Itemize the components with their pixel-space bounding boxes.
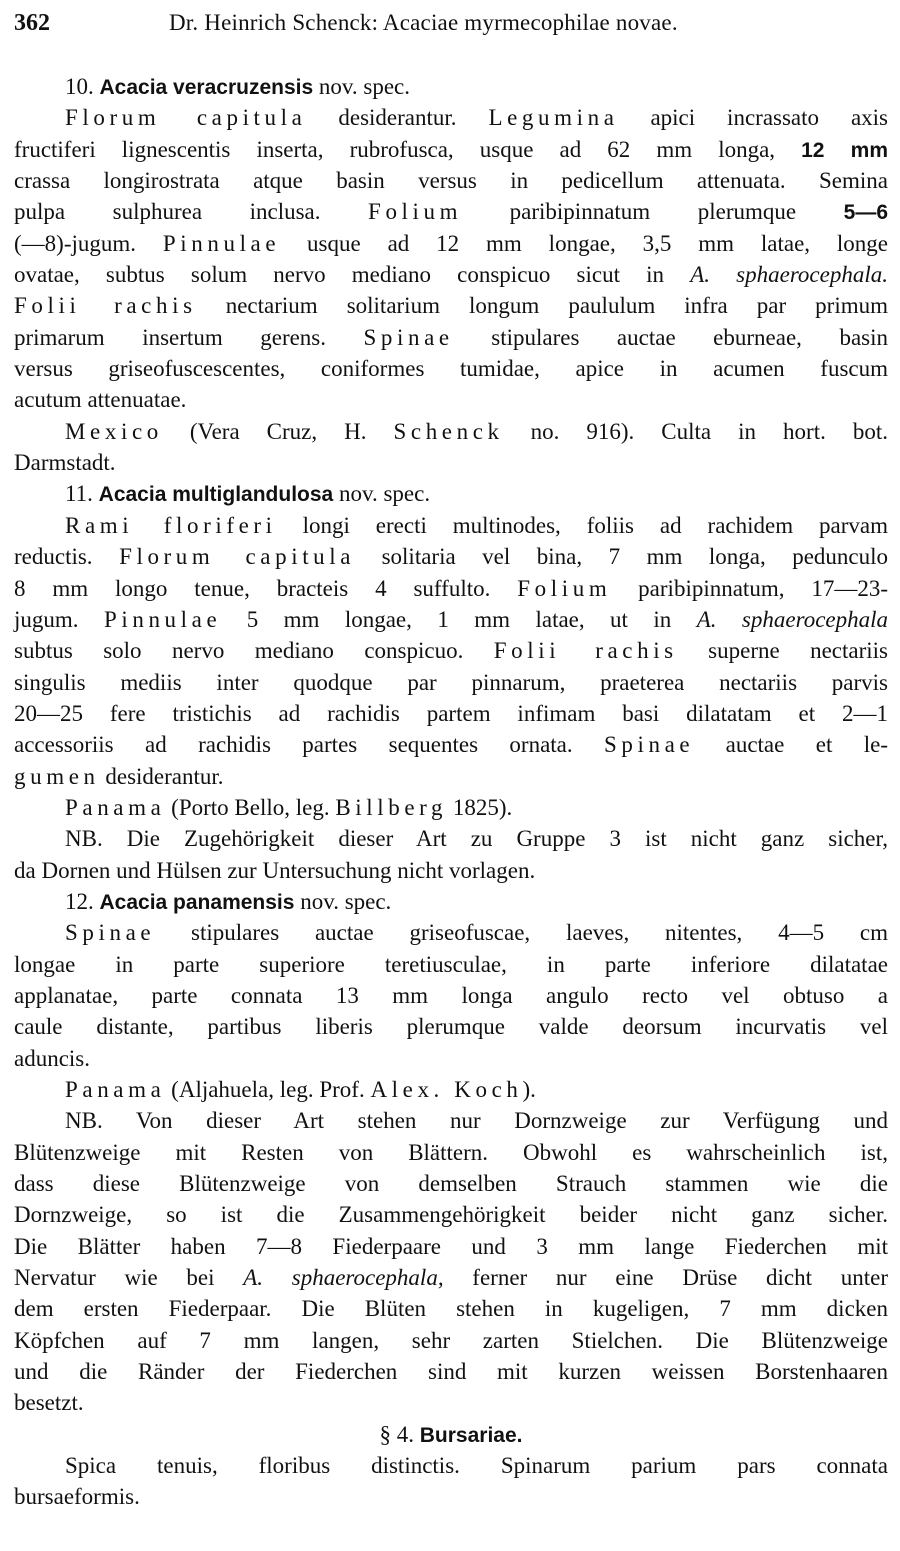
text-line (14, 322, 888, 353)
text-run: longae in parte superiore teretiusculae, in parte inferiore dilatatae (14, 951, 888, 977)
spaced-text: Spinae (363, 324, 454, 350)
text-line (14, 917, 888, 948)
text-line (14, 573, 888, 604)
text-line (14, 698, 888, 729)
species-name: Acacia veracruzensis (99, 76, 314, 99)
text-run: Spica tenuis, floribus distinctis. Spinarum parium pars connata (65, 1453, 888, 1479)
text-line (14, 228, 888, 259)
species-name: Acacia multiglandulosa (98, 483, 334, 507)
text-line (14, 1293, 888, 1324)
text-run: 20—25 fere tristichis ad rachidis partem infimam basi dilatatam et 2—1 (14, 700, 888, 726)
text-line (14, 416, 888, 447)
text-run: nov. spec. (313, 74, 411, 99)
text-run: auctae et le- (694, 732, 888, 758)
text-line (14, 761, 888, 792)
text-run: desiderantur. (306, 105, 489, 131)
text-line (14, 1450, 888, 1481)
text-run: primarum insertum gerens. (14, 324, 364, 350)
text-run: 1825). (447, 794, 513, 820)
text-line (14, 165, 888, 196)
italic-text: A. sphaerocephala (696, 606, 888, 632)
spaced-text: Rami floriferi (65, 512, 277, 538)
text-run: nov. spec. (294, 888, 392, 914)
paragraph (14, 1419, 888, 1450)
text-run: subtus solo nervo mediano conspicuo. (14, 638, 494, 664)
paragraph (14, 478, 888, 509)
text-run: pulpa sulphurea inclusa. (14, 199, 369, 225)
text-run: und die Ränder der Fiederchen sind mit kurzen weissen Borstenhaaren (14, 1359, 888, 1385)
text-line (14, 290, 888, 321)
text-run: besetzt. (14, 1390, 84, 1416)
text-run: da Dornen und Hülsen zur Untersuchung nicht vorlagen. (14, 857, 536, 883)
text-line (14, 1168, 888, 1199)
text-run: paribipinnatum plerumque (462, 199, 844, 225)
spaced-text: Mexico (65, 418, 163, 444)
text-run: acutum attenuatae. (14, 387, 187, 413)
spaced-text: Alex. Koch (370, 1077, 523, 1102)
text-run: accessoriis ad rachidis partes sequentes ornata. (14, 732, 605, 758)
text-run: versus griseofuscescentes, coniformes tumidae, apice in acumen fuscum (14, 356, 888, 382)
text-run: 12. (65, 888, 100, 914)
text-run: Die Blätter haben 7—8 Fiederpaare und 3 mm lange Fiederchen mit (14, 1233, 888, 1259)
spaced-text: Schenck (393, 418, 504, 444)
paragraph (14, 102, 888, 415)
text-run: 8 mm longo tenue, bracteis 4 suffulto. (14, 575, 518, 601)
paragraph (14, 416, 888, 479)
text-line (14, 886, 888, 917)
spaced-text: Florum capitula (65, 105, 307, 131)
text-run: aduncis. (14, 1045, 91, 1071)
text-line (14, 1137, 888, 1168)
text-line (14, 1043, 888, 1074)
text-run: dem ersten Fiederpaar. Die Blüten stehen in kugeligen, 7 mm dicken (14, 1296, 888, 1322)
text-run: jugum. (14, 606, 104, 632)
text-line (14, 980, 888, 1011)
text-run: (Aljahuela, leg. Prof. (165, 1077, 371, 1102)
species-name: Acacia panamensis (99, 890, 295, 914)
page-body (14, 71, 888, 1513)
text-line (14, 134, 888, 165)
spaced-text: Folium (368, 199, 463, 225)
text-run: desiderantur. (99, 763, 224, 789)
paragraph (14, 886, 888, 917)
text-line (14, 823, 888, 854)
text-line (14, 792, 888, 823)
text-run: Blütenzweige mit Resten von Blättern. Obwohl es wahrscheinlich ist, (14, 1139, 888, 1165)
text-line (14, 541, 888, 572)
text-line (14, 1199, 888, 1230)
paragraph (14, 1105, 888, 1418)
text-line (14, 1387, 888, 1418)
species-name: Bursariae. (419, 1423, 523, 1447)
text-line (14, 353, 888, 384)
text-run: (Porto Bello, leg. (165, 794, 336, 820)
spaced-text: gumen (14, 763, 100, 789)
text-run: bursaeformis. (14, 1484, 140, 1510)
page-number: 362 (14, 10, 50, 36)
text-run: reductis. (14, 544, 120, 570)
text-line (14, 71, 888, 102)
text-line (14, 1356, 888, 1387)
text-run: paribipinnatum, 17—23- (611, 575, 888, 601)
text-line (14, 949, 888, 980)
text-run: Dornzweige, so ist die Zusammengehörigkeit beider nicht ganz sicher. (14, 1202, 888, 1228)
paragraph (14, 71, 888, 102)
spaced-text: Folii rachis (14, 293, 197, 319)
text-run: singulis mediis inter quodque par pinnarum, praeterea nectariis parvis (14, 669, 888, 695)
text-run: NB. Von dieser Art stehen nur Dornzweige zur Verfügung und (65, 1108, 888, 1134)
text-line (14, 635, 888, 666)
italic-text: A. sphaerocephala. (690, 262, 888, 288)
text-line (14, 855, 888, 886)
paragraph (14, 1074, 888, 1105)
text-run: ). (522, 1077, 536, 1102)
text-run: 11. (65, 481, 99, 507)
text-line (14, 1231, 888, 1262)
text-run: fructiferi lignescentis inserta, rubrofusca, usque ad 62 mm longa, (14, 136, 802, 162)
paragraph (14, 792, 888, 823)
text-run: nectarium solitarium longum paululum infra par primum (196, 293, 888, 319)
text-run: NB. Die Zugehörigkeit dieser Art zu Gruppe 3 ist nicht ganz sicher, (65, 826, 888, 852)
spaced-text: Florum capitula (119, 544, 356, 570)
text-run: Nervatur wie bei (14, 1265, 244, 1291)
text-run: 10. (65, 74, 100, 99)
paragraph (14, 917, 888, 1074)
spaced-text: Pinnulae (162, 230, 281, 256)
text-line (14, 1481, 888, 1512)
spaced-text: Folium (517, 575, 612, 601)
spaced-text: Panama (65, 1077, 166, 1102)
species-name: 5—6 (843, 201, 888, 225)
text-run: apici incrassato axis (618, 105, 889, 131)
text-run: no. 916). Culta in hort. bot. (503, 418, 888, 444)
spaced-text: Folii rachis (493, 638, 678, 664)
running-title: Dr. Heinrich Schenck: Acaciae myrmecophilae novae. (169, 10, 678, 35)
text-run: 5 mm longae, 1 mm latae, ut in (221, 606, 697, 632)
text-line (14, 259, 888, 290)
text-line (14, 102, 888, 133)
text-line (14, 1105, 888, 1136)
text-run: ferner nur eine Drüse dicht unter (443, 1265, 888, 1291)
text-line (14, 604, 888, 635)
text-run: superne nectariis (677, 638, 888, 664)
text-run: crassa longirostrata atque basin versus in pedicellum attenuata. Semina (14, 168, 888, 194)
text-line (14, 1074, 888, 1105)
paragraph (14, 1450, 888, 1513)
text-run: stipulares auctae griseofuscae, laeves, nitentes, 4—5 cm (155, 920, 888, 946)
spaced-text: Billberg (335, 794, 448, 820)
text-run: dass diese Blütenzweige von demselben Strauch stammen wie die (14, 1171, 888, 1197)
text-line (14, 196, 888, 227)
text-line (14, 1325, 888, 1356)
text-line (14, 478, 888, 509)
spaced-text: Spinae (604, 732, 695, 758)
text-run: § 4. (379, 1421, 420, 1447)
text-run: stipulares auctae eburneae, basin (453, 324, 888, 350)
text-run: (Vera Cruz, H. (162, 418, 394, 444)
text-run: applanatae, parte connata 13 mm longa angulo recto vel obtuso a (14, 982, 888, 1008)
text-run: solitaria vel bina, 7 mm longa, pedunculo (355, 544, 889, 570)
italic-text: A. sphaerocephala, (243, 1265, 444, 1291)
text-line (14, 667, 888, 698)
text-run: ovatae, subtus solum nervo mediano conspicuo sicut in (14, 262, 691, 288)
text-line (14, 1011, 888, 1042)
text-run: longi erecti multinodes, foliis ad rachidem parvam (276, 512, 888, 538)
text-run: nov. spec. (333, 481, 431, 507)
text-line (14, 729, 888, 760)
text-run: Köpfchen auf 7 mm langen, sehr zarten Stielchen. Die Blütenzweige (14, 1327, 888, 1353)
text-run: usque ad 12 mm longae, 3,5 mm latae, longe (280, 230, 888, 256)
spaced-text: Legumina (488, 105, 619, 131)
page-header (14, 10, 888, 42)
spaced-text: Pinnulae (103, 606, 222, 632)
text-line (14, 447, 888, 478)
paragraph (14, 823, 888, 886)
spaced-text: Panama (65, 794, 166, 820)
text-line (14, 1262, 888, 1293)
spaced-text: Spinae (65, 920, 156, 946)
species-name: 12 mm (801, 138, 888, 162)
text-line (14, 1419, 888, 1450)
text-line (14, 384, 888, 415)
text-run: Darmstadt. (14, 450, 116, 476)
text-run: caule distante, partibus liberis plerumque valde deorsum incurvatis vel (14, 1014, 888, 1040)
text-run: (—8)-jugum. (14, 230, 163, 256)
text-line (14, 510, 888, 541)
paragraph (14, 510, 888, 792)
